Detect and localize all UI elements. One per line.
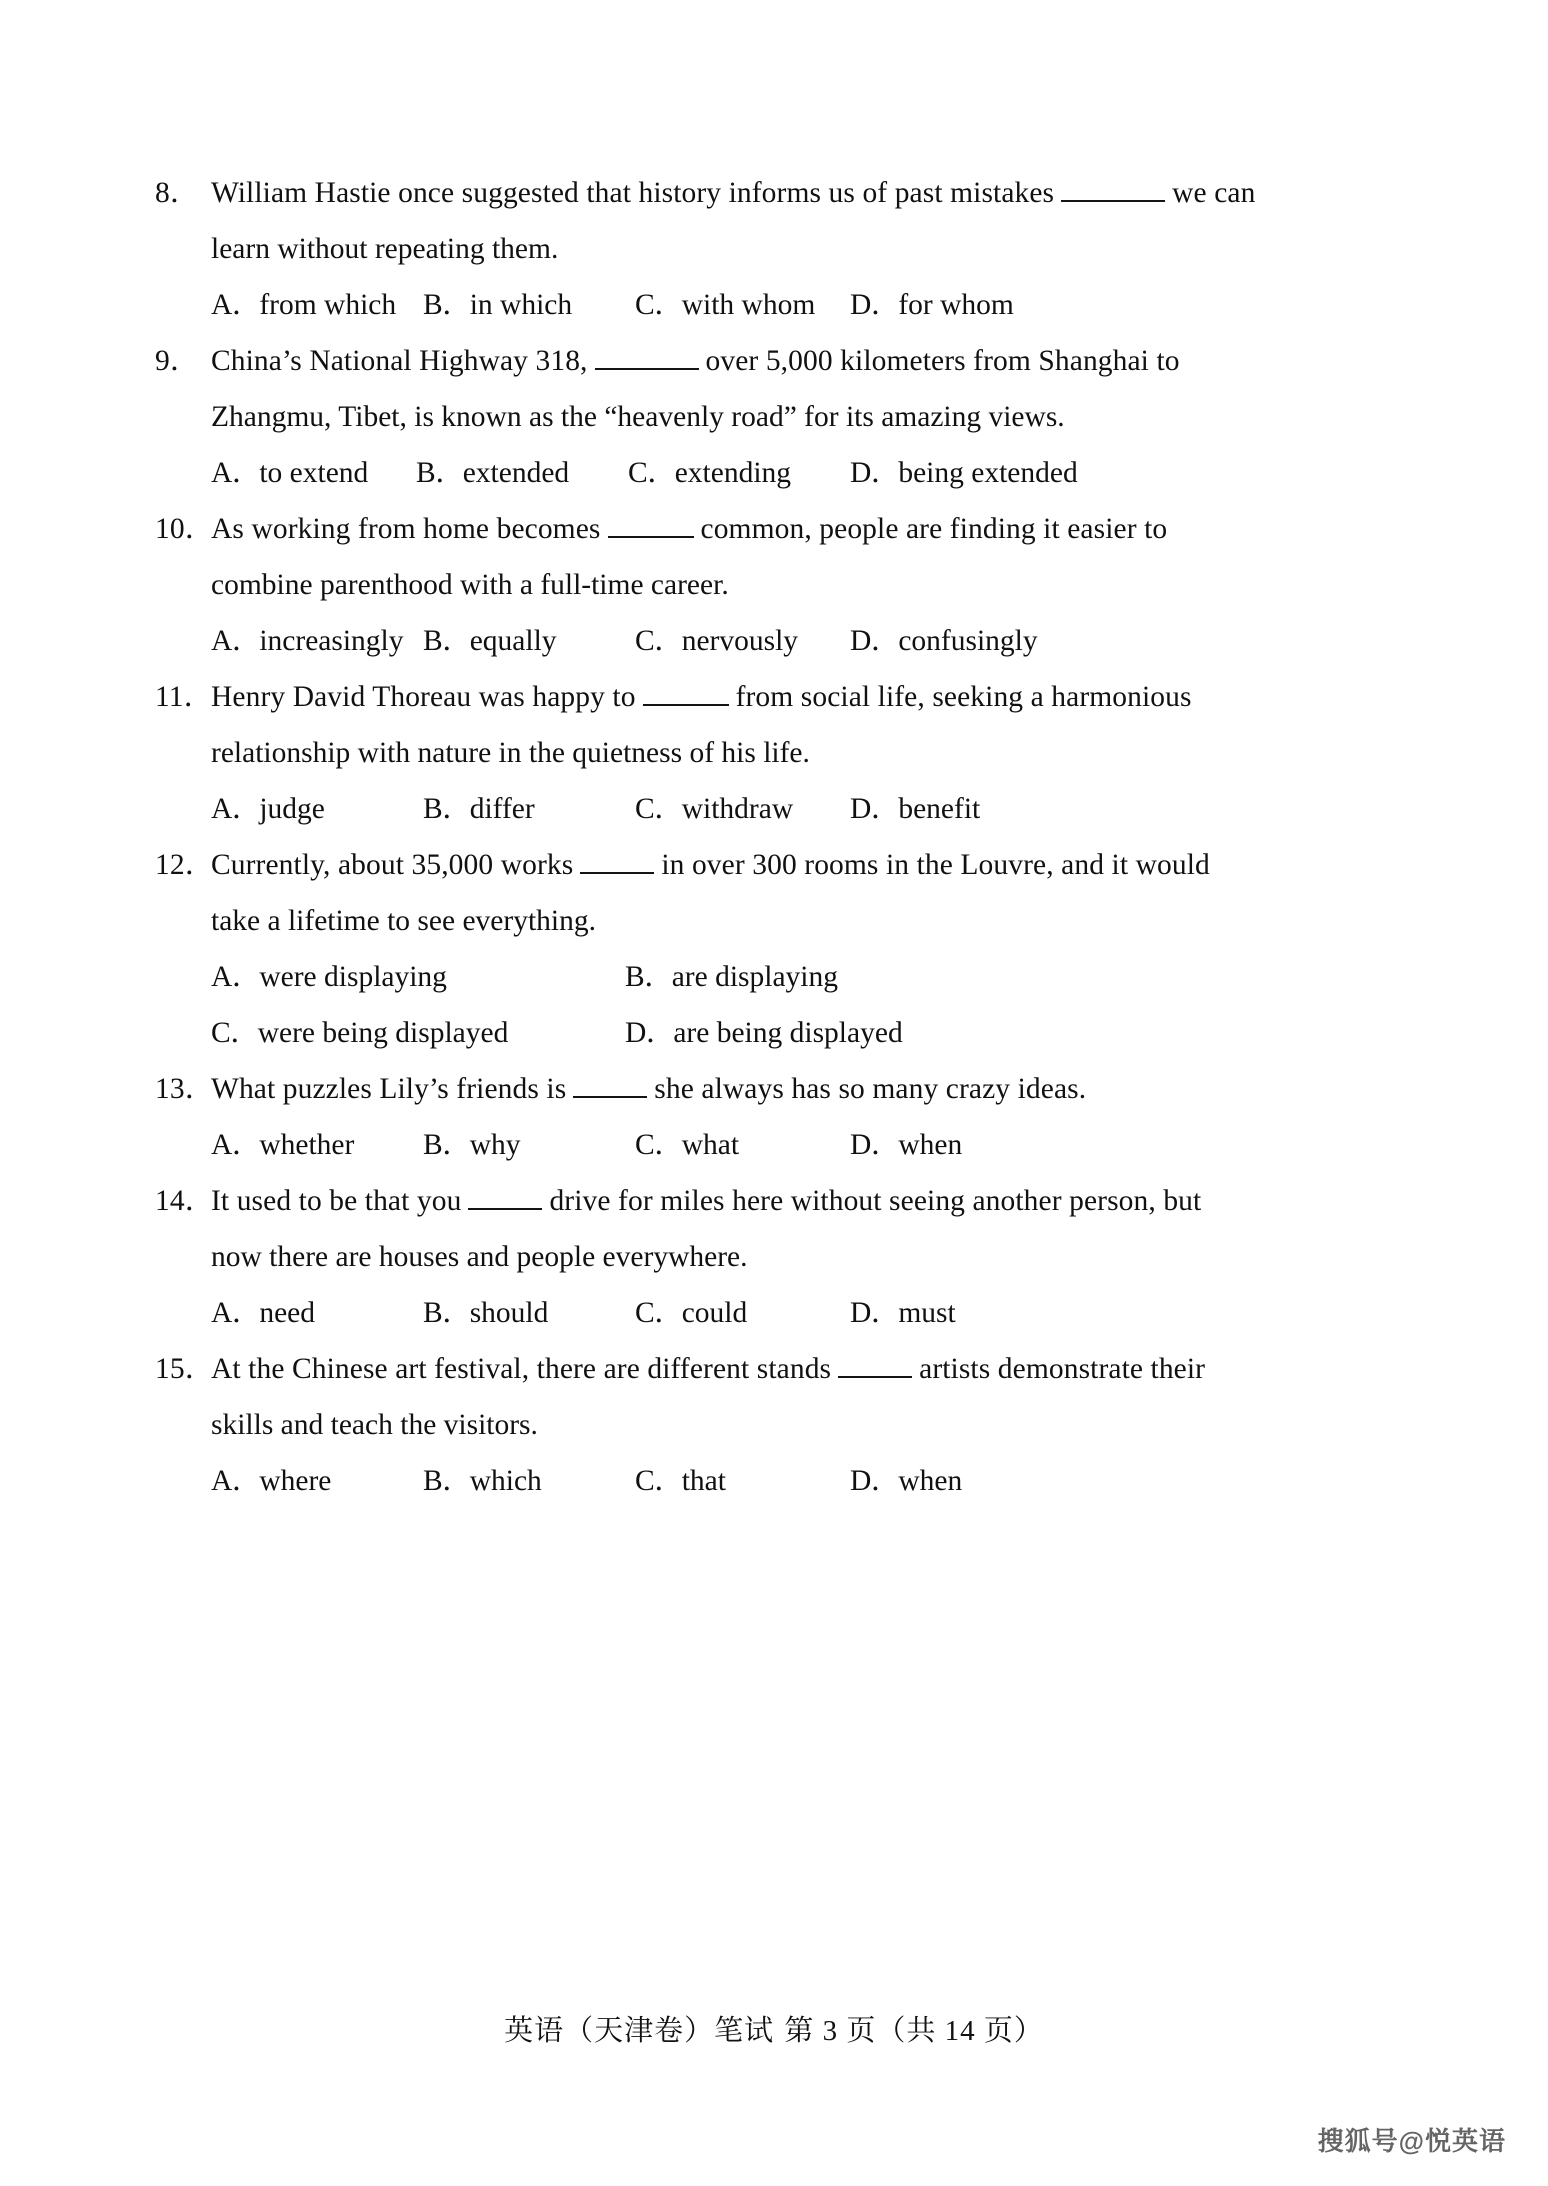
option-label: D ． xyxy=(850,1297,898,1329)
question-stem-line xyxy=(155,669,1405,725)
option-label: C ． xyxy=(635,1465,682,1497)
option-b[interactable] xyxy=(423,1453,635,1509)
option-text: from which xyxy=(259,289,397,321)
option-label: D ． xyxy=(850,625,898,657)
option-label: A ． xyxy=(211,625,259,657)
stem-text-after-blank: drive for miles here without seeing another person, but xyxy=(549,1185,1202,1217)
option-row xyxy=(155,445,1405,501)
answer-blank[interactable] xyxy=(643,684,729,706)
option-a[interactable] xyxy=(211,445,416,501)
option-label: C ． xyxy=(635,1129,682,1161)
option-a[interactable] xyxy=(211,1453,423,1509)
option-a[interactable] xyxy=(211,277,423,333)
option-text: where xyxy=(259,1465,332,1497)
option-text: when xyxy=(898,1465,963,1497)
option-text: are being displayed xyxy=(673,1017,903,1049)
page-footer xyxy=(0,2008,1548,2049)
option-label: C ． xyxy=(211,1017,258,1049)
option-text: should xyxy=(469,1297,549,1329)
stem-text-before-blank: It used to be that you xyxy=(211,1185,462,1217)
answer-blank[interactable] xyxy=(580,852,654,874)
option-b[interactable] xyxy=(423,1285,635,1341)
stem-text-before-blank: William Hastie once suggested that history informs us of past mistakes xyxy=(211,177,1055,209)
question-stem-continuation: skills and teach the visitors. xyxy=(211,1409,538,1441)
option-label: A ． xyxy=(211,457,259,489)
question-stem-continuation-line xyxy=(155,725,1405,781)
question-list xyxy=(155,165,1405,1509)
option-label: C ． xyxy=(635,625,682,657)
question-9 xyxy=(155,333,1405,501)
option-text: to extend xyxy=(259,457,369,489)
answer-blank[interactable] xyxy=(1061,180,1165,202)
option-text: whether xyxy=(259,1129,355,1161)
indent-spacer xyxy=(155,221,211,277)
option-b[interactable] xyxy=(423,781,635,837)
question-stem-continuation-line xyxy=(155,1229,1405,1285)
option-d[interactable] xyxy=(850,445,1078,501)
option-a[interactable] xyxy=(211,1117,423,1173)
question-number: 8． xyxy=(155,177,200,209)
option-c[interactable] xyxy=(628,445,850,501)
question-15 xyxy=(155,1341,1405,1509)
option-text: judge xyxy=(259,793,325,825)
option-a[interactable] xyxy=(211,781,423,837)
option-b[interactable] xyxy=(625,949,838,1005)
option-label: B ． xyxy=(625,961,672,993)
question-14 xyxy=(155,1173,1405,1341)
indent-spacer xyxy=(155,557,211,613)
question-number: 10． xyxy=(155,513,215,545)
option-text: benefit xyxy=(898,793,981,825)
option-label: B ． xyxy=(423,1465,470,1497)
option-row xyxy=(155,1285,1405,1341)
option-label: A ． xyxy=(211,1129,259,1161)
option-text: confusingly xyxy=(898,625,1038,657)
question-stem-line xyxy=(155,333,1405,389)
option-row xyxy=(155,1453,1405,1509)
question-number: 13． xyxy=(155,1073,215,1105)
option-text: increasingly xyxy=(259,625,404,657)
answer-blank[interactable] xyxy=(595,348,699,370)
option-c[interactable] xyxy=(635,613,850,669)
stem-text-before-blank: China’s National Highway 318, xyxy=(211,345,588,377)
question-8 xyxy=(155,165,1405,333)
option-text: what xyxy=(681,1129,740,1161)
option-text: were displaying xyxy=(259,961,447,993)
stem-text-after-blank: she always has so many crazy ideas. xyxy=(654,1073,1087,1105)
option-text: need xyxy=(259,1297,316,1329)
stem-text-before-blank: What puzzles Lily’s friends is xyxy=(211,1073,567,1105)
option-b[interactable] xyxy=(423,1117,635,1173)
indent-spacer xyxy=(155,1229,211,1285)
option-text: in which xyxy=(469,289,573,321)
option-label: A ． xyxy=(211,1465,259,1497)
option-d[interactable] xyxy=(850,277,1014,333)
option-text: why xyxy=(469,1129,521,1161)
answer-blank[interactable] xyxy=(608,516,694,538)
footer-page-number: 第 3 页（共 14 页） xyxy=(784,2015,1044,2047)
option-text: extended xyxy=(462,457,570,489)
option-label: D ． xyxy=(850,457,898,489)
option-d[interactable] xyxy=(625,1005,903,1061)
option-label: D ． xyxy=(625,1017,673,1049)
option-label: A ． xyxy=(211,961,259,993)
option-label: C ． xyxy=(635,793,682,825)
option-row xyxy=(155,1117,1405,1173)
option-label: D ． xyxy=(850,793,898,825)
option-label: A ． xyxy=(211,1297,259,1329)
question-stem-line xyxy=(155,837,1405,893)
question-stem-continuation-line xyxy=(155,1397,1405,1453)
footer-subject: 英语（天津卷）笔试 xyxy=(504,2015,775,2047)
option-label: A ． xyxy=(211,289,259,321)
stem-text-before-blank: As working from home becomes xyxy=(211,513,601,545)
question-stem-line xyxy=(155,165,1405,221)
question-12 xyxy=(155,837,1405,1061)
answer-blank[interactable] xyxy=(573,1076,647,1098)
option-text: being extended xyxy=(898,457,1078,489)
question-13 xyxy=(155,1061,1405,1173)
indent-spacer xyxy=(155,389,211,445)
option-text: extending xyxy=(674,457,792,489)
option-text: which xyxy=(469,1465,542,1497)
option-c[interactable] xyxy=(635,1285,850,1341)
indent-spacer xyxy=(155,1397,211,1453)
option-text: differ xyxy=(469,793,535,825)
question-stem-continuation: relationship with nature in the quietness of his life. xyxy=(211,737,810,769)
option-c[interactable] xyxy=(635,781,850,837)
option-text: with whom xyxy=(681,289,816,321)
stem-text-before-blank: Currently, about 35,000 works xyxy=(211,849,574,881)
question-number: 15． xyxy=(155,1353,215,1385)
option-d[interactable] xyxy=(850,781,980,837)
stem-text-after-blank: artists demonstrate their xyxy=(919,1353,1206,1385)
stem-text-before-blank: At the Chinese art festival, there are different stands xyxy=(211,1353,832,1385)
stem-text-after-blank: we can xyxy=(1172,177,1256,209)
question-number: 12． xyxy=(155,849,215,881)
option-d[interactable] xyxy=(850,1453,962,1509)
option-label: B ． xyxy=(423,1297,470,1329)
question-stem-continuation-line xyxy=(155,893,1405,949)
option-c[interactable] xyxy=(635,1117,850,1173)
answer-blank[interactable] xyxy=(838,1356,912,1378)
option-c[interactable] xyxy=(635,277,850,333)
option-row xyxy=(155,1005,1405,1061)
question-stem-line xyxy=(155,501,1405,557)
question-stem-continuation-line xyxy=(155,221,1405,277)
option-label: C ． xyxy=(635,289,682,321)
option-text: for whom xyxy=(898,289,1014,321)
question-stem-line xyxy=(155,1341,1405,1397)
question-stem-continuation: learn without repeating them. xyxy=(211,233,559,265)
watermark: 搜狐号@悦英语 xyxy=(1317,2126,1506,2156)
question-stem xyxy=(211,165,1405,221)
option-text: nervously xyxy=(681,625,799,657)
question-11 xyxy=(155,669,1405,837)
question-number: 14． xyxy=(155,1185,215,1217)
question-stem-line xyxy=(155,1173,1405,1229)
question-stem-continuation: Zhangmu, Tibet, is known as the “heavenly road” for its amazing views. xyxy=(211,401,1065,433)
option-b[interactable] xyxy=(416,445,628,501)
option-text: could xyxy=(681,1297,748,1329)
option-label: C ． xyxy=(635,1297,682,1329)
option-label: B ． xyxy=(423,1129,470,1161)
question-stem xyxy=(211,837,1405,893)
option-row xyxy=(155,613,1405,669)
indent-spacer xyxy=(155,725,211,781)
option-row xyxy=(155,277,1405,333)
question-number: 11． xyxy=(155,681,214,713)
option-b[interactable] xyxy=(423,613,635,669)
option-text: that xyxy=(681,1465,726,1497)
stem-text-before-blank: Henry David Thoreau was happy to xyxy=(211,681,636,713)
option-d[interactable] xyxy=(850,1117,962,1173)
option-label: D ． xyxy=(850,1465,898,1497)
option-label: D ． xyxy=(850,1129,898,1161)
option-row xyxy=(155,781,1405,837)
question-stem-continuation: take a lifetime to see everything. xyxy=(211,905,596,937)
option-a[interactable] xyxy=(211,613,423,669)
option-text: were being displayed xyxy=(257,1017,509,1049)
option-label: C ． xyxy=(628,457,675,489)
question-stem xyxy=(211,1341,1405,1397)
option-c[interactable] xyxy=(211,1005,625,1061)
indent-spacer xyxy=(155,893,211,949)
option-row xyxy=(155,949,1405,1005)
option-label: B ． xyxy=(416,457,463,489)
question-stem xyxy=(211,501,1405,557)
question-stem xyxy=(211,333,1405,389)
question-10 xyxy=(155,501,1405,669)
option-d[interactable] xyxy=(850,613,1038,669)
stem-text-after-blank: common, people are finding it easier to xyxy=(700,513,1168,545)
option-b[interactable] xyxy=(423,277,635,333)
option-text: when xyxy=(898,1129,963,1161)
option-text: withdraw xyxy=(681,793,794,825)
question-stem-continuation-line xyxy=(155,389,1405,445)
option-text: equally xyxy=(469,625,557,657)
question-stem-continuation-line xyxy=(155,557,1405,613)
stem-text-after-blank: over 5,000 kilometers from Shanghai to xyxy=(705,345,1180,377)
option-d[interactable] xyxy=(850,1285,956,1341)
option-c[interactable] xyxy=(635,1453,850,1509)
question-stem xyxy=(211,669,1405,725)
option-label: B ． xyxy=(423,289,470,321)
answer-blank[interactable] xyxy=(468,1188,542,1210)
option-a[interactable] xyxy=(211,949,625,1005)
question-stem xyxy=(211,1061,1405,1117)
question-stem-line xyxy=(155,1061,1405,1117)
question-stem-continuation: combine parenthood with a full-time career. xyxy=(211,569,729,601)
option-label: B ． xyxy=(423,793,470,825)
option-label: B ． xyxy=(423,625,470,657)
option-text: must xyxy=(898,1297,956,1329)
option-label: D ． xyxy=(850,289,898,321)
question-number: 9． xyxy=(155,345,200,377)
option-label: A ． xyxy=(211,793,259,825)
stem-text-after-blank: from social life, seeking a harmonious xyxy=(735,681,1192,713)
option-a[interactable] xyxy=(211,1285,423,1341)
question-stem-continuation: now there are houses and people everywhere. xyxy=(211,1241,748,1273)
stem-text-after-blank: in over 300 rooms in the Louvre, and it would xyxy=(661,849,1210,881)
question-stem xyxy=(211,1173,1405,1229)
option-text: are displaying xyxy=(671,961,839,993)
